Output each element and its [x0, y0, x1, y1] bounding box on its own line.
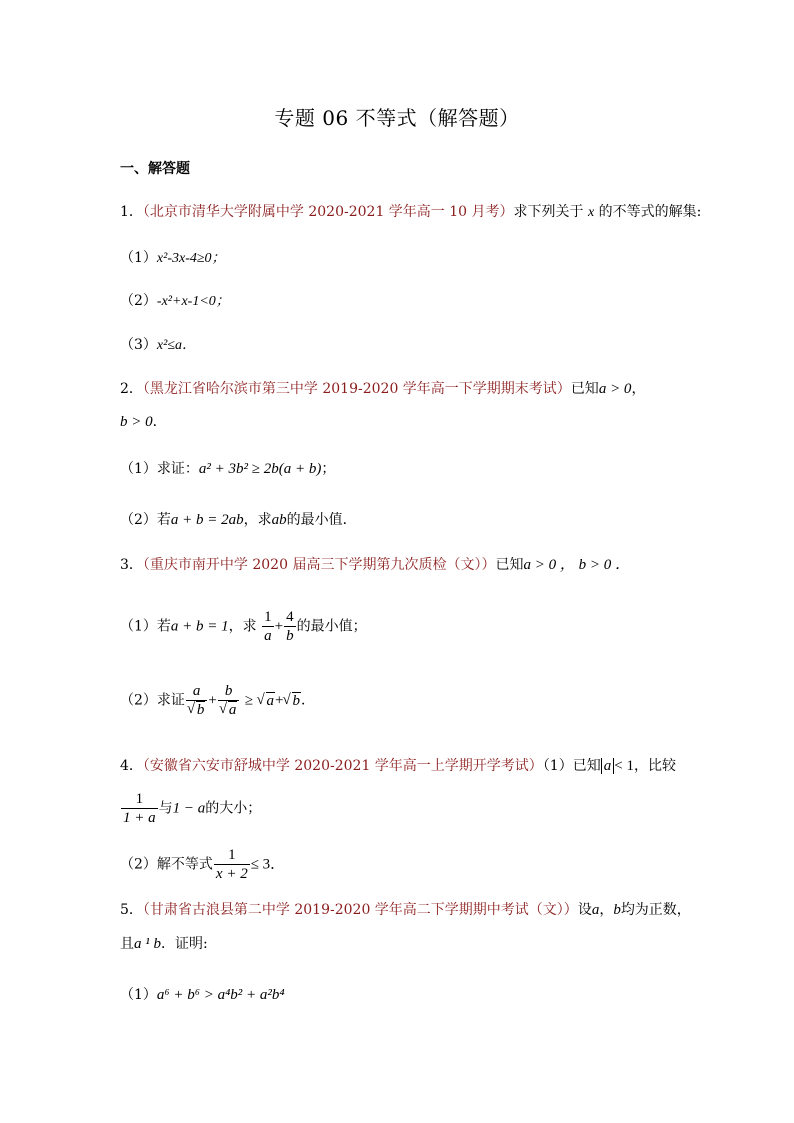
- question-text: 的大小；: [205, 800, 262, 817]
- question-number: 1．: [120, 204, 143, 220]
- fraction: [121, 790, 158, 827]
- q3-part-2: [120, 682, 315, 719]
- punctuation: ．: [301, 692, 315, 709]
- part-label: （1）求证：: [120, 461, 199, 477]
- question-text: ．证明:: [161, 936, 208, 952]
- section-heading: 一、解答题: [120, 161, 190, 177]
- punctuation: ；: [321, 461, 336, 477]
- denominator: x + 2: [215, 866, 248, 882]
- question-4-cont: [120, 790, 261, 827]
- question-text: 与: [158, 800, 173, 817]
- question-text: 的最小值；: [296, 618, 367, 635]
- question-text: ，求: [243, 512, 272, 528]
- question-number: 5．: [120, 902, 143, 918]
- numerator: 1: [214, 846, 250, 865]
- radicand: a: [228, 702, 237, 718]
- fraction: [284, 608, 296, 645]
- q3-part-1: [120, 608, 367, 645]
- operator: +: [274, 618, 284, 635]
- math-expression: x²-3x-4≥0；: [156, 251, 226, 266]
- fraction: [218, 682, 240, 719]
- variable: b: [613, 902, 621, 918]
- math-expression: < 1: [614, 758, 634, 774]
- page-title: 专题 06 不等式（解答题）: [274, 106, 520, 130]
- denominator: a: [264, 628, 272, 644]
- question-number: 2．: [120, 381, 143, 397]
- question-text: 设: [577, 902, 592, 918]
- numerator: a: [186, 682, 208, 701]
- operator: ≥: [244, 692, 254, 709]
- variable: ab: [271, 512, 287, 528]
- question-source: （黑龙江省哈尔滨市第三中学 2019-2020 学年高一下学期期末考试）: [142, 381, 571, 397]
- question-5-cont: [120, 934, 208, 954]
- question-5: [120, 900, 691, 920]
- question-number: 3．: [120, 557, 143, 573]
- math-expression: -x²+x-1<0；: [156, 294, 230, 309]
- question-text: 的最小值．: [286, 512, 357, 528]
- question-text: （1）已知: [542, 758, 601, 774]
- q2-part-1: [120, 459, 335, 479]
- math-expression: a + b = 1: [170, 618, 229, 635]
- q1-part-1: [120, 248, 226, 269]
- question-source: （重庆市南开中学 2020 届高三下学期第九次质检（文））: [142, 557, 496, 573]
- fraction: [262, 608, 274, 645]
- math-expression: a + b = 2ab: [170, 512, 244, 528]
- numerator: 1: [264, 609, 272, 625]
- question-source: （甘肃省古浪县第二中学 2019-2020 学年高二下学期期中考试（文））: [142, 902, 578, 918]
- question-text: 且: [120, 936, 134, 952]
- sqrt: [220, 701, 238, 719]
- math-expression: ≤ 3．: [250, 856, 286, 873]
- q4-part-2: [120, 846, 285, 883]
- question-source: （北京市清华大学附属中学 2020-2021 学年高一 10 月考）: [142, 204, 514, 220]
- part-label: （2）若: [120, 512, 171, 528]
- math-expression: a > 0: [598, 381, 632, 397]
- question-2: [120, 379, 645, 399]
- q5-part-1: [120, 985, 285, 1005]
- question-4: [120, 756, 676, 776]
- q1-part-2: [120, 291, 230, 312]
- math-expression: a > 0 ， b > 0 ．: [523, 557, 630, 573]
- question-text: 求下列关于: [513, 204, 584, 220]
- math-expression: b > 0: [120, 414, 153, 430]
- question-2-cont: [120, 412, 167, 432]
- radicand: b: [292, 692, 300, 709]
- punctuation: ，: [631, 381, 646, 397]
- question-text: ，比较: [633, 758, 676, 774]
- question-text: 均为正数，: [620, 902, 691, 918]
- numerator: 4: [286, 609, 294, 625]
- math-expression: a⁶ + b⁶ > a⁴b² + a²b⁴: [156, 987, 285, 1003]
- variable: x: [587, 205, 595, 220]
- part-label: （1）: [120, 987, 157, 1003]
- fraction: [186, 682, 208, 719]
- operator: +: [208, 692, 217, 709]
- part-label: （1）若: [120, 618, 171, 635]
- punctuation: ．: [152, 414, 167, 430]
- q2-part-2: [120, 510, 357, 530]
- part-label: （2）解不等式: [120, 856, 213, 873]
- fraction: [214, 846, 250, 883]
- q1-part-3: [120, 335, 196, 356]
- punctuation: ，: [599, 902, 614, 918]
- variable: a: [591, 902, 600, 918]
- part-label: （2）: [120, 293, 157, 309]
- radicand: b: [196, 702, 205, 718]
- question-text: 的不等式的解集:: [598, 204, 702, 220]
- denominator: b: [286, 628, 294, 644]
- question-1: [120, 202, 701, 223]
- sqrt: [188, 701, 206, 719]
- part-label: （3）: [120, 337, 157, 353]
- math-expression: a² + 3b² ≥ 2b(a + b): [198, 461, 322, 477]
- radicand: a: [266, 692, 275, 709]
- operator: +: [275, 692, 284, 709]
- numerator: b: [218, 682, 240, 701]
- math-expression: a ¹ b: [134, 936, 161, 952]
- numerator: 1: [121, 790, 158, 809]
- sqrt: [258, 691, 276, 711]
- question-number: 4．: [120, 758, 143, 774]
- question-text: ，求: [228, 618, 257, 635]
- absolute-value: a: [601, 758, 615, 774]
- question-3: [120, 555, 630, 575]
- question-text: 已知: [570, 381, 599, 397]
- question-source: （安徽省六安市舒城中学 2020-2021 学年高一上学期开学考试）: [142, 758, 543, 774]
- math-expression: x²≤a．: [156, 338, 197, 353]
- part-label: （1）: [120, 250, 157, 266]
- part-label: （2）求证: [120, 692, 185, 709]
- sqrt: [284, 691, 302, 711]
- math-expression: 1 − a: [172, 800, 206, 817]
- denominator: 1 + a: [123, 810, 156, 826]
- question-text: 已知: [495, 557, 524, 573]
